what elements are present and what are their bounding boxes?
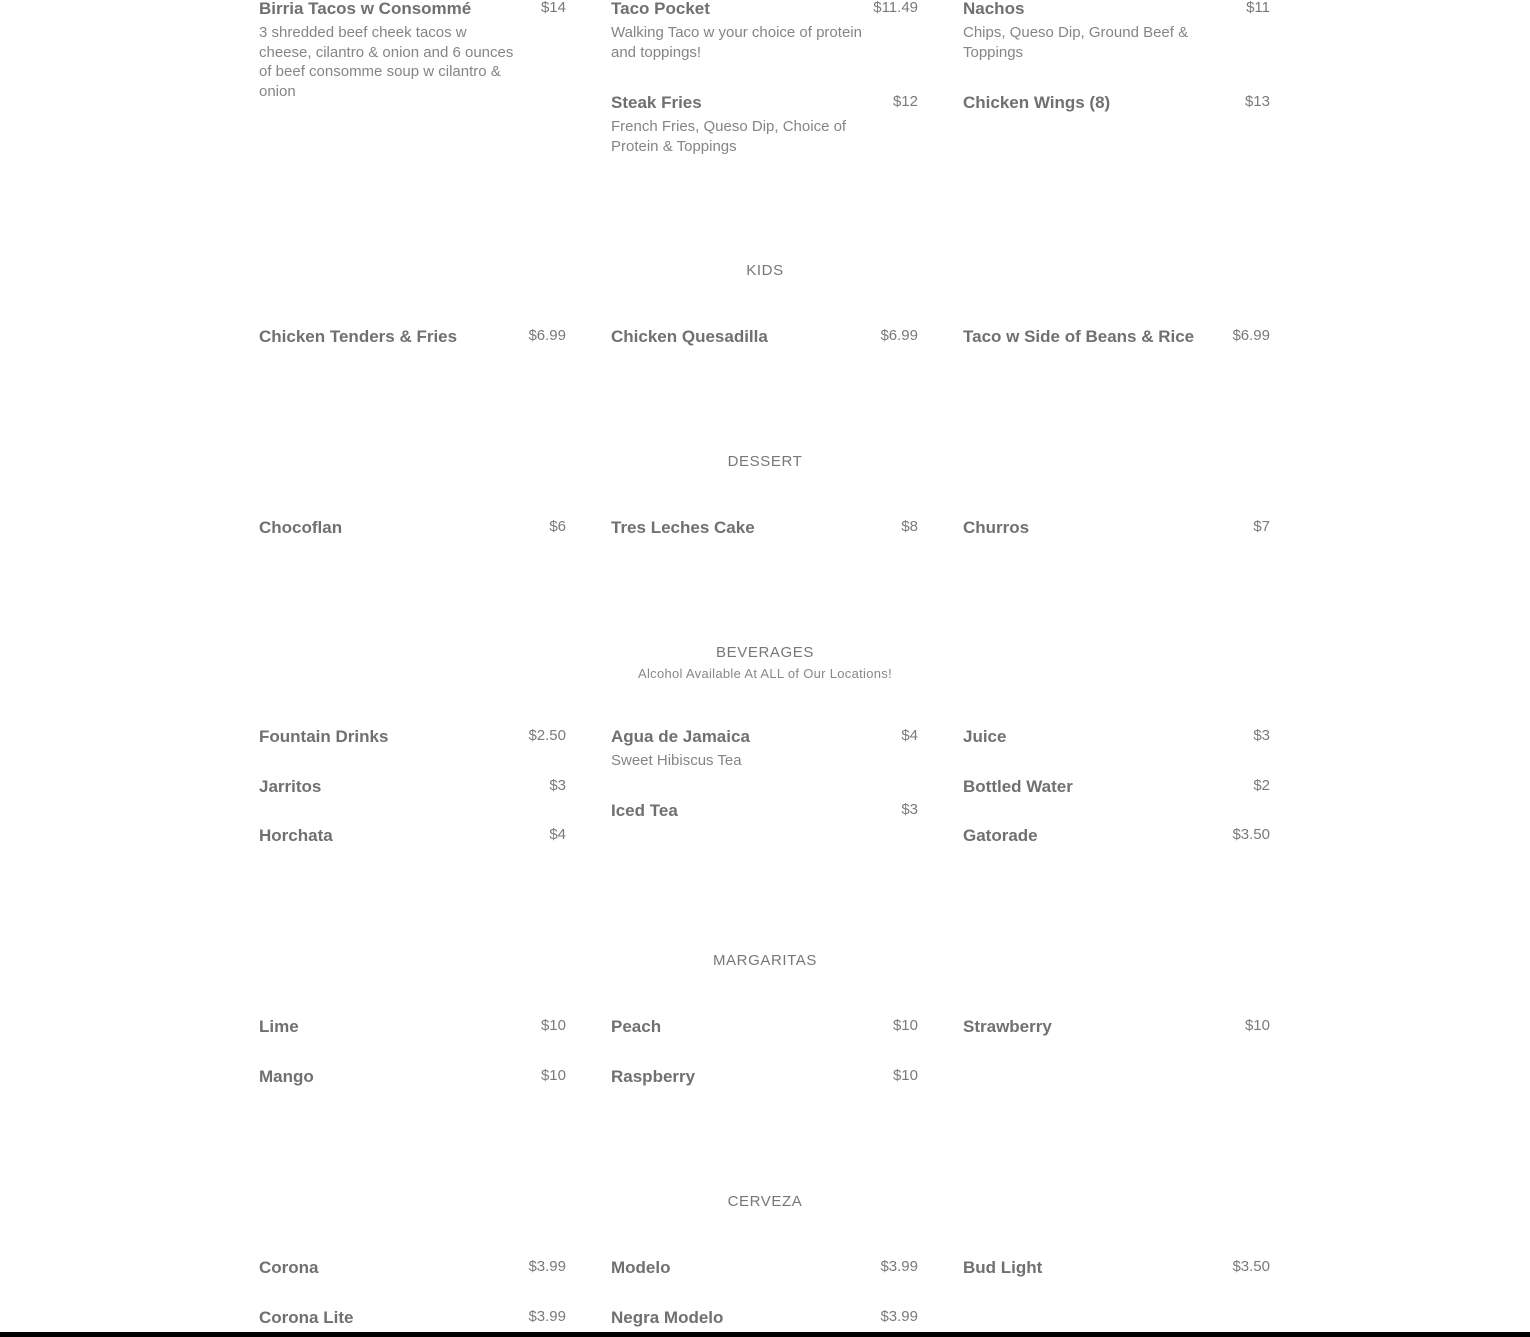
menu-item-name: Steak Fries bbox=[611, 93, 702, 112]
menu-item bbox=[963, 0, 1270, 62]
menu-item-name: Corona Lite bbox=[259, 1308, 354, 1327]
menu-item-name: Taco Pocket bbox=[611, 0, 710, 18]
menu-item bbox=[611, 1067, 918, 1089]
menu-item-price: $11.49 bbox=[873, 0, 918, 16]
menu-item-price: $10 bbox=[1244, 1017, 1270, 1034]
menu-item-name: Strawberry bbox=[963, 1017, 1052, 1036]
menu-item bbox=[963, 518, 1270, 540]
menu-item bbox=[611, 1258, 918, 1280]
menu-item bbox=[611, 327, 918, 349]
section-subtitle: Alcohol Available At ALL of Our Locations! bbox=[638, 666, 892, 681]
menu-item bbox=[259, 1258, 566, 1280]
section-title: DESSERT bbox=[727, 453, 803, 470]
menu-item bbox=[963, 727, 1270, 749]
menu-item bbox=[259, 727, 566, 749]
menu-item-name: Bottled Water bbox=[963, 777, 1073, 796]
menu-item-name: Peach bbox=[611, 1017, 662, 1036]
menu-item-name: Iced Tea bbox=[611, 801, 678, 820]
menu-item-price: $6.99 bbox=[880, 327, 918, 344]
menu-item bbox=[611, 518, 918, 540]
menu-item-price: $14 bbox=[540, 0, 566, 16]
menu-item bbox=[259, 0, 566, 101]
menu-item-name: Chocoflan bbox=[259, 518, 343, 537]
menu-item bbox=[259, 826, 566, 848]
section-title: MARGARITAS bbox=[712, 952, 818, 969]
menu-item bbox=[611, 801, 918, 823]
menu-item bbox=[963, 327, 1270, 349]
menu-item-price: $10 bbox=[892, 1067, 918, 1084]
bottom-edge-bar bbox=[0, 1332, 1530, 1337]
menu-item-name: Tres Leches Cake bbox=[611, 518, 755, 537]
menu-item-price: $3 bbox=[1253, 727, 1270, 744]
menu-item-price: $2 bbox=[1253, 777, 1270, 794]
menu-item-name: Chicken Tenders & Fries bbox=[259, 327, 458, 346]
menu-item-name: Fountain Drinks bbox=[259, 727, 389, 746]
menu-item-price: $3.99 bbox=[528, 1308, 566, 1325]
menu-item-price: $11 bbox=[1246, 0, 1270, 16]
menu-item-name: Agua de Jamaica bbox=[611, 727, 750, 746]
section-title: KIDS bbox=[746, 262, 784, 279]
menu-item bbox=[963, 1017, 1270, 1039]
menu-item bbox=[259, 1017, 566, 1039]
menu-item-description: Sweet Hibiscus Tea bbox=[611, 752, 742, 769]
menu-item-price: $6.99 bbox=[528, 327, 566, 344]
menu-item-name: Chicken Wings (8) bbox=[963, 93, 1111, 112]
menu-item-description: Walking Taco w your choice of protein and toppings! bbox=[611, 24, 862, 61]
menu-item bbox=[611, 1017, 918, 1039]
menu-item-name: Churros bbox=[963, 518, 1030, 537]
menu-item-price: $2.50 bbox=[528, 727, 566, 744]
menu-item-price: $3 bbox=[549, 777, 566, 794]
menu-item-name: Birria Tacos w Consommé bbox=[259, 0, 472, 18]
menu-item-description: French Fries, Queso Dip, Choice of Protein & Toppings bbox=[611, 118, 847, 155]
menu-item-name: Chicken Quesadilla bbox=[611, 327, 768, 346]
menu-item-name: Negra Modelo bbox=[611, 1308, 724, 1327]
menu-item bbox=[259, 1308, 566, 1330]
menu-item bbox=[611, 93, 918, 156]
section-title: BEVERAGES bbox=[716, 644, 814, 661]
menu-item-price: $6 bbox=[549, 518, 566, 535]
menu-item-price: $13 bbox=[1244, 93, 1270, 110]
menu-item-name: Corona bbox=[259, 1258, 319, 1277]
menu-item-description: Chips, Queso Dip, Ground Beef & Toppings bbox=[963, 24, 1189, 61]
menu-item-price: $12 bbox=[892, 93, 918, 110]
menu-item bbox=[963, 826, 1270, 848]
menu-item-price: $7 bbox=[1253, 518, 1270, 535]
menu-item bbox=[963, 777, 1270, 799]
menu-item bbox=[611, 0, 918, 62]
menu-item-price: $10 bbox=[892, 1017, 918, 1034]
menu-item-price: $4 bbox=[901, 727, 918, 744]
menu-item bbox=[259, 518, 566, 540]
menu-item bbox=[611, 727, 918, 771]
menu-item-name: Taco w Side of Beans & Rice bbox=[963, 327, 1195, 346]
menu-item-name: Modelo bbox=[611, 1258, 671, 1277]
menu-item-name: Bud Light bbox=[963, 1258, 1043, 1277]
menu-item-price: $10 bbox=[540, 1017, 566, 1034]
menu-item-price: $3.50 bbox=[1232, 1258, 1270, 1275]
menu-item bbox=[963, 1258, 1270, 1280]
menu-item-name: Raspberry bbox=[611, 1067, 696, 1086]
menu-item-name: Jarritos bbox=[259, 777, 322, 796]
menu-item-price: $3.99 bbox=[528, 1258, 566, 1275]
menu-item bbox=[259, 777, 566, 799]
menu-item-price: $3.99 bbox=[880, 1308, 918, 1325]
menu-item-price: $6.99 bbox=[1232, 327, 1270, 344]
menu-item-name: Juice bbox=[963, 727, 1007, 746]
menu-item-price: $3 bbox=[901, 801, 918, 818]
menu-item-name: Gatorade bbox=[963, 826, 1038, 845]
menu-item-name: Nachos bbox=[963, 0, 1025, 18]
menu-item-description: 3 shredded beef cheek tacos w cheese, cilantro & onion and 6 ounces of beef consomme soup w cilantro & onion bbox=[259, 24, 514, 100]
menu-item bbox=[259, 327, 566, 349]
menu-item-price: $10 bbox=[540, 1067, 566, 1084]
menu-item-name: Horchata bbox=[259, 826, 333, 845]
menu-item-name: Lime bbox=[259, 1017, 299, 1036]
section-title: CERVEZA bbox=[727, 1193, 803, 1210]
menu-item-price: $4 bbox=[549, 826, 566, 843]
menu-item bbox=[259, 1067, 566, 1089]
menu-item-price: $3.50 bbox=[1232, 826, 1270, 843]
menu-item-name: Mango bbox=[259, 1067, 314, 1086]
menu-item bbox=[963, 93, 1270, 115]
menu-item-price: $3.99 bbox=[880, 1258, 918, 1275]
menu-item bbox=[611, 1308, 918, 1330]
menu-item-price: $8 bbox=[901, 518, 918, 535]
